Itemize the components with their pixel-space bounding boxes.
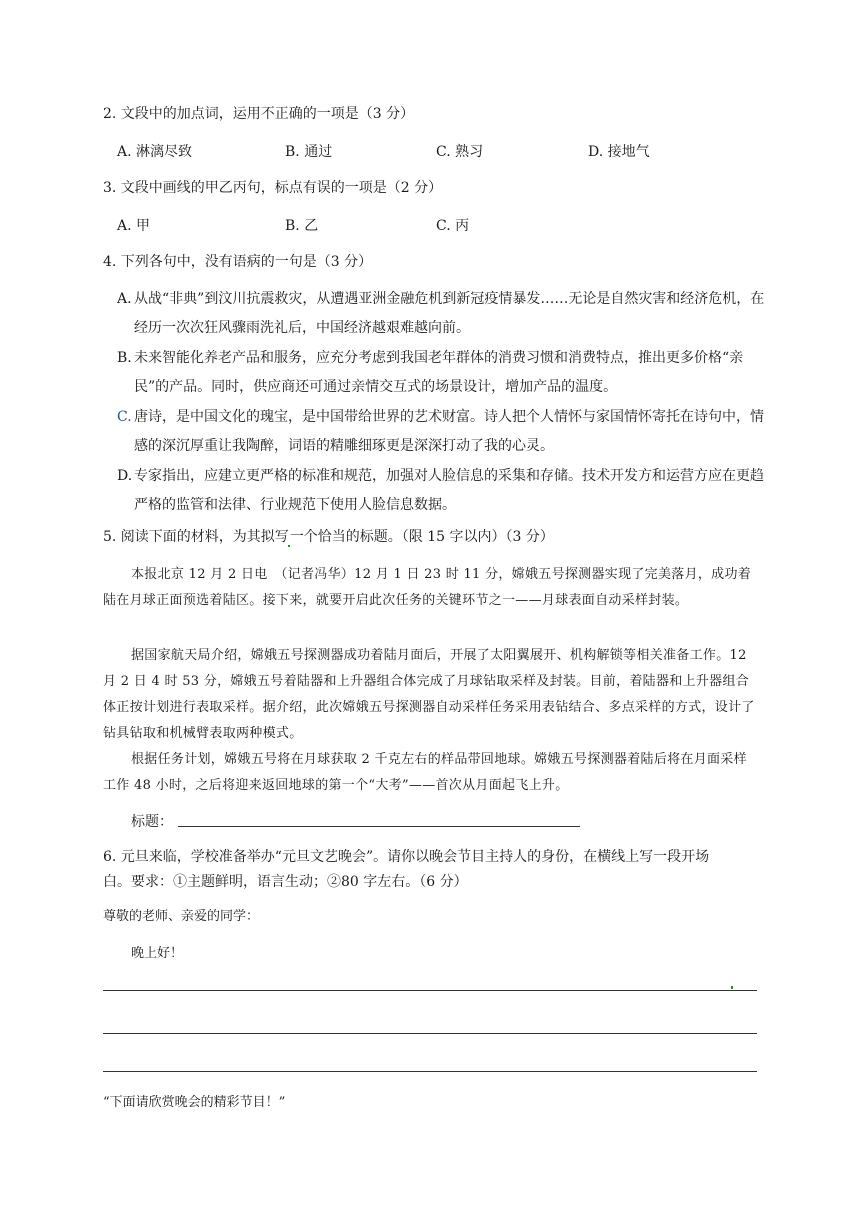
evening-greeting: 晚上好！ xyxy=(131,946,184,961)
answer-line-3[interactable] xyxy=(103,1071,757,1072)
q2-stem: 2. 文段中的加点词，运用不正确的一项是（3 分） xyxy=(103,106,415,122)
title-label: 标题： xyxy=(131,814,173,830)
q3-option-b: B. 乙 xyxy=(285,218,319,234)
q5-stem-part-b: 一个恰当的标题。（限 15 字以内）（3 分） xyxy=(289,529,554,545)
answer-line-2[interactable] xyxy=(103,1033,757,1034)
news-paragraph-2: 据国家航天局介绍，嫦娥五号探测器成功着陆月面后，开展了太阳翼展开、机构解锁等相关准备工作。12 月 2 日 4 时 53 分，嫦娥五号着陆器和上升器组合体完成了月球钻取采样及封装。目前，着陆器和上升器组合体正按计划进行表取采样。据介绍，此次嫦娥五号探测器自动采样任务采用表钻结合、多点采样的方式，设计了钻具钻取和机械臂表取两种模式。 xyxy=(103,648,755,741)
q4-option-a-text: 从战“非典”到汶川抗震救灾，从遭遇亚洲金融危机到新冠疫情暴发……无论是自然灾害和经济危机，在经历一次次狂风骤雨洗礼后，中国经济越艰难越向前。 xyxy=(134,291,765,336)
closing-line: “下面请欣赏晚会的精彩节目！” xyxy=(103,1095,286,1110)
q4-option-c-text: 唐诗，是中国文化的瑰宝，是中国带给世界的艺术财富。诗人把个人情怀与家国情怀寄托在诗句中，情感的深沉厚重让我陶醉，词语的精雕细琢更是深深打动了我的心灵。 xyxy=(134,409,764,454)
q4-option-c-label: C. xyxy=(117,409,132,425)
q4-option-b-label: B. xyxy=(117,350,132,366)
green-mark xyxy=(288,545,290,547)
green-mark xyxy=(731,986,733,989)
q4-option-d xyxy=(117,462,767,520)
q4-option-a xyxy=(117,285,767,343)
q3-option-a: A. 甲 xyxy=(117,218,151,234)
q4-option-d-label: D. xyxy=(117,468,133,484)
q2-option-c: C. 熟习 xyxy=(436,144,484,160)
q5-stem-part-a: 5. 阅读下面的材料，为其拟写 xyxy=(103,529,289,545)
greeting: 尊敬的老师、亲爱的同学： xyxy=(103,909,260,924)
q4-option-b xyxy=(117,344,767,402)
news-paragraph-3: 根据任务计划，嫦娥五号将在月球获取 2 千克左右的样品带回地球。嫦娥五号探测器着陆后将在月面采样工作 48 小时，之后将迎来返回地球的第一个“大考”——首次从月面起飞上升。 xyxy=(103,752,747,793)
news-paragraph-1: 本报北京 12 月 2 日电 （记者冯华）12 月 1 日 23 时 11 分，嫦娥五号探测器实现了完美落月，成功着陆在月球正面预选着陆区。接下来，就要开启此次任务的关键环节之一——月球表面自动采样封装。 xyxy=(103,567,752,608)
answer-line-1[interactable] xyxy=(103,990,757,991)
q5-stem xyxy=(103,527,554,547)
q3-stem: 3. 文段中画线的甲乙丙句，标点有误的一项是（2 分） xyxy=(103,180,443,196)
q6-stem-line-1: 6. 元旦来临，学校准备举办“元旦文艺晚会”。请你以晚会节目主持人的身份，在横线上写一段开场 xyxy=(103,849,710,865)
title-answer-line[interactable] xyxy=(178,826,580,827)
q4-option-d-text: 专家指出，应建立更严格的标准和规范，加强对人脸信息的采集和存储。技术开发方和运营方应在更趋严格的监管和法律、行业规范下使用人脸信息数据。 xyxy=(134,468,764,513)
q4-stem: 4. 下列各句中，没有语病的一句是（3 分） xyxy=(103,254,373,270)
q4-option-b-text: 未来智能化养老产品和服务，应充分考虑到我国老年群体的消费习惯和消费特点，推出更多价格“亲民”的产品。同时，供应商还可通过亲情交互式的场景设计，增加产品的温度。 xyxy=(134,350,744,395)
q4-option-a-label: A. xyxy=(117,291,132,307)
q3-option-c: C. 丙 xyxy=(436,218,470,234)
q2-option-d: D. 接地气 xyxy=(588,144,650,160)
q4-option-c xyxy=(117,403,767,461)
q6-stem-line-2: 白。要求：①主题鲜明，语言生动；②80 字左右。（6 分） xyxy=(103,874,468,890)
q2-option-a: A. 淋漓尽致 xyxy=(117,144,193,160)
q2-option-b: B. 通过 xyxy=(285,144,333,160)
